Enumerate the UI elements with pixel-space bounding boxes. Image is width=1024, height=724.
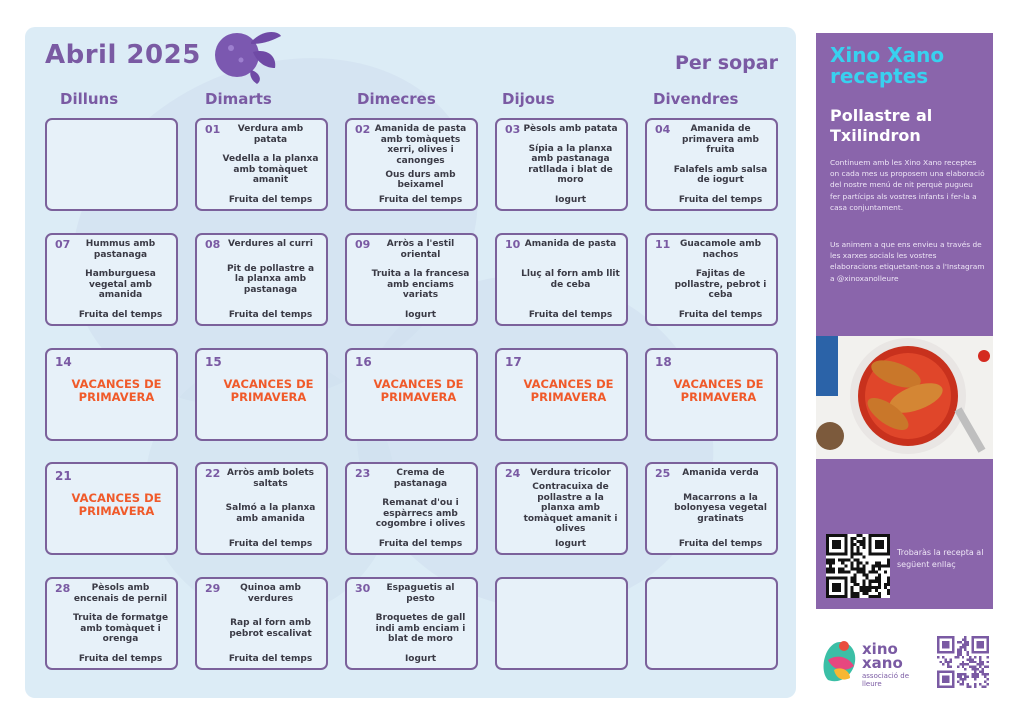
day-cell xyxy=(45,577,178,670)
menu-item: Fruita del temps xyxy=(78,309,163,320)
menu-item: Ous durs amb beixamel xyxy=(385,169,456,191)
menu-item: Verdura amb patata xyxy=(237,124,304,145)
menu-item: Fruita del temps xyxy=(228,653,313,664)
menu-item: Truita de formatge amb tomàquet i orenga xyxy=(72,613,169,644)
menu-item: Verdures al curri xyxy=(228,239,313,249)
menu-item: Remanat d'ou i espàrrecs amb cogombre i olives xyxy=(375,498,466,529)
menu-item: Fruita del temps xyxy=(678,538,763,549)
menu-items xyxy=(671,468,770,549)
day-cell xyxy=(45,233,178,326)
menu-item: Pèsols amb encenais de pernil xyxy=(73,583,168,604)
menu-items xyxy=(371,124,470,205)
logo-mark-icon xyxy=(820,636,860,688)
day-number: 09 xyxy=(355,238,371,251)
recipe-social-note: Us animem a que ens envieu a través de les xarxes socials les vostres elaboracions etiquetant-nos a l'Instagram a @xinoxanolleure xyxy=(830,240,985,283)
day-cell xyxy=(45,348,178,441)
recipe-panel xyxy=(816,33,993,609)
menu-items xyxy=(221,468,320,549)
menu-item: Iogurt xyxy=(404,653,437,664)
menu-items xyxy=(221,583,320,664)
day-number: 24 xyxy=(505,467,521,480)
menu-items xyxy=(371,583,470,664)
day-cell xyxy=(345,118,478,211)
day-number: 10 xyxy=(505,238,521,251)
day-number: 11 xyxy=(655,238,671,251)
menu-item: Sípia a la planxa amb pastanaga ratllada i blat de moro xyxy=(528,143,613,185)
menu-item: Rap al forn amb pebrot escalivat xyxy=(229,618,312,639)
month-title: Abril 2025 xyxy=(45,40,201,70)
vacation-label: VACANCES DE PRIMAVERA xyxy=(71,377,162,404)
menu-items xyxy=(371,468,470,549)
fig-fruit-icon xyxy=(207,22,285,84)
menu-item: Hamburguesa vegetal amb amanida xyxy=(85,269,156,300)
day-cell xyxy=(195,118,328,211)
day-cell xyxy=(45,118,178,211)
day-number: 16 xyxy=(355,355,372,369)
menu-item: Falafels amb salsa de iogurt xyxy=(673,164,768,185)
day-number: 17 xyxy=(505,355,522,369)
day-cell xyxy=(195,577,328,670)
menu-item: Hummus amb pastanaga xyxy=(85,239,156,260)
menu-item: Fruita del temps xyxy=(678,309,763,320)
menu-item: Fruita del temps xyxy=(228,538,313,549)
day-cell xyxy=(345,348,478,441)
menu-items xyxy=(671,239,770,320)
day-cell xyxy=(345,462,478,555)
menu-item: Macarrons a la bolonyesa vegetal gratinats xyxy=(674,492,767,524)
day-number: 03 xyxy=(505,123,521,136)
day-cell xyxy=(645,462,778,555)
menu-item: Amanida de pasta amb tomàquets xerri, olives i canonges xyxy=(374,124,467,166)
day-number: 02 xyxy=(355,123,371,136)
menu-item: Fruita del temps xyxy=(228,309,313,320)
recipe-photo xyxy=(816,336,993,459)
day-cell xyxy=(495,233,628,326)
menu-items xyxy=(221,124,320,205)
menu-item: Fruita del temps xyxy=(78,653,163,664)
day-number: 15 xyxy=(205,355,222,369)
menu-item: Contracuixa de pollastre a la planxa amb tomàquet amanit i olives xyxy=(523,482,618,535)
menu-item: Crema de pastanaga xyxy=(393,468,448,489)
menu-item: Broquetes de gall indi amb enciam i blat de moro xyxy=(375,613,466,644)
menu-items xyxy=(221,239,320,320)
day-cell xyxy=(345,233,478,326)
day-number: 30 xyxy=(355,582,371,595)
menu-item: Iogurt xyxy=(554,194,587,205)
logo-caption: associació de lleure xyxy=(862,672,910,688)
day-cell xyxy=(495,118,628,211)
qr-note: Trobaràs la recepta al següent enllaç xyxy=(897,548,984,569)
day-number: 07 xyxy=(55,238,71,251)
day-cell xyxy=(645,233,778,326)
day-cell xyxy=(495,348,628,441)
qr-code-association[interactable] xyxy=(937,636,989,688)
day-number: 14 xyxy=(55,355,72,369)
menu-items xyxy=(671,124,770,205)
day-cell xyxy=(45,462,178,555)
day-cell xyxy=(195,233,328,326)
day-cell xyxy=(645,348,778,441)
menu-item: Guacamole amb nachos xyxy=(679,239,762,260)
brand-title: Xino Xano receptes xyxy=(830,43,945,88)
day-number: 01 xyxy=(205,123,221,136)
menu-item: Salmó a la planxa amb amanida xyxy=(225,503,316,524)
menu-item: Amanida de primavera amb fruita xyxy=(682,124,759,155)
vacation-label: VACANCES DE PRIMAVERA xyxy=(373,377,464,404)
day-cell xyxy=(645,577,778,670)
day-number: 29 xyxy=(205,582,221,595)
menu-item: Pit de pollastre a la planxa amb pastanaga xyxy=(226,263,315,295)
menu-item: Fruita del temps xyxy=(228,194,313,205)
menu-item: Truita a la francesa amb enciams variats xyxy=(371,269,470,300)
xino-xano-logo xyxy=(820,636,920,694)
menu-item: Arròs amb bolets saltats xyxy=(226,468,315,489)
day-cell xyxy=(645,118,778,211)
weekday-thursday: Dijous xyxy=(502,90,555,108)
weekday-monday: Dilluns xyxy=(60,90,119,108)
day-number: 04 xyxy=(655,123,671,136)
vacation-label: VACANCES DE PRIMAVERA xyxy=(223,377,314,404)
weekday-tuesday: Dimarts xyxy=(205,90,272,108)
day-number: 18 xyxy=(655,355,672,369)
vacation-label: VACANCES DE PRIMAVERA xyxy=(523,377,614,404)
day-cell xyxy=(345,577,478,670)
logo-wordmark: xino xano xyxy=(862,640,903,672)
day-number: 22 xyxy=(205,467,221,480)
weekday-friday: Divendres xyxy=(653,90,739,108)
menu-items xyxy=(521,468,620,549)
menu-items xyxy=(71,583,170,664)
day-number: 21 xyxy=(55,469,72,483)
menu-item: Verdura tricolor xyxy=(530,468,611,478)
vacation-label: VACANCES DE PRIMAVERA xyxy=(673,377,764,404)
day-cell xyxy=(195,348,328,441)
day-cell xyxy=(495,577,628,670)
menu-item: Amanida de pasta xyxy=(524,239,617,249)
day-number: 28 xyxy=(55,582,71,595)
menu-items xyxy=(521,124,620,205)
menu-item: Lluç al forn amb llit de ceba xyxy=(521,269,620,290)
recipe-intro: Continuem amb les Xino Xano receptes on cada mes us proposem una elaboració del nostre menú de nit perquè pugueu fer partícips als vostres infants i fer-la a casa conjuntament. xyxy=(830,158,985,212)
menu-item: Arròs a l'estil oriental xyxy=(386,239,455,260)
menu-item: Iogurt xyxy=(554,538,587,549)
day-number: 23 xyxy=(355,467,371,480)
recipe-title: Pollastre al Txilindron xyxy=(830,106,933,145)
weekday-wednesday: Dimecres xyxy=(357,90,436,108)
menu-item: Iogurt xyxy=(404,309,437,320)
menu-item: Quinoa amb verdures xyxy=(240,583,301,604)
menu-item: Amanida verda xyxy=(682,468,759,478)
day-cell xyxy=(195,462,328,555)
menu-item: Fruita del temps xyxy=(678,194,763,205)
menu-item: Fruita del temps xyxy=(528,309,613,320)
menu-items xyxy=(521,239,620,320)
day-number: 25 xyxy=(655,467,671,480)
menu-item: Vedella a la planxa amb tomàquet amanit xyxy=(222,154,319,185)
qr-code-recipe[interactable] xyxy=(826,534,890,598)
menu-item: Fruita del temps xyxy=(378,538,463,549)
menu-item: Fruita del temps xyxy=(378,194,463,205)
menu-items xyxy=(371,239,470,320)
menu-item: Fajitas de pollastre, pebrot i ceba xyxy=(674,269,767,300)
menu-items xyxy=(71,239,170,320)
meal-subtitle: Per sopar xyxy=(675,52,778,74)
vacation-label: VACANCES DE PRIMAVERA xyxy=(71,491,162,518)
menu-item: Pèsols amb patata xyxy=(523,124,618,134)
day-number: 08 xyxy=(205,238,221,251)
day-cell xyxy=(495,462,628,555)
menu-item: Espaguetis al pesto xyxy=(386,583,455,604)
